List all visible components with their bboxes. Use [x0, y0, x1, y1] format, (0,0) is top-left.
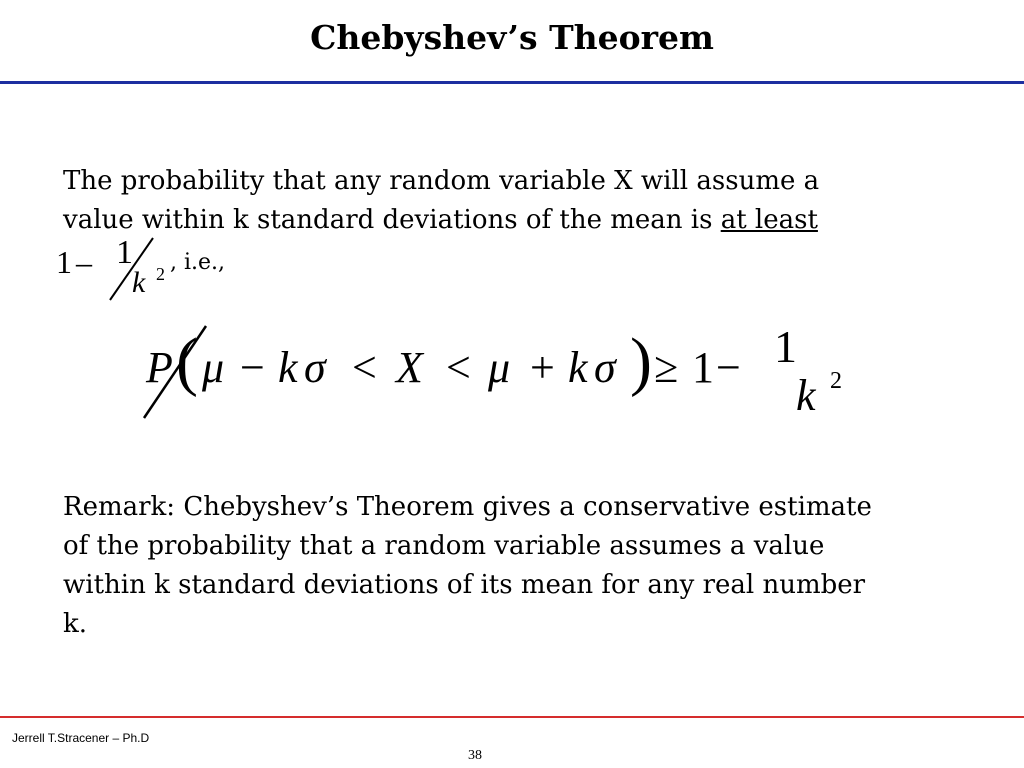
- formula-one: 1: [692, 343, 714, 392]
- inline-one: 1: [56, 244, 72, 280]
- remark-line-3: within k standard deviations of its mean for any real number: [63, 570, 866, 600]
- remark-paragraph: [63, 488, 963, 644]
- inline-numerator: 1: [116, 234, 133, 271]
- intro-line-1: The probability that any random variable X will assume a: [63, 166, 820, 196]
- inline-exponent: 2: [156, 264, 165, 284]
- page-number: 38: [468, 748, 482, 763]
- remark-line-1: Remark: Chebyshev’s Theorem gives a conservative estimate: [63, 492, 872, 522]
- formula-k-1: k: [278, 343, 298, 392]
- intro-line-2-text: value within k standard deviations of the mean is: [63, 205, 721, 235]
- formula-minus-2: −: [716, 343, 741, 392]
- formula-X: X: [396, 343, 423, 392]
- main-formula: [140, 320, 900, 430]
- intro-paragraph: [63, 162, 963, 240]
- inline-formula: [56, 236, 256, 306]
- formula-denominator: k: [796, 371, 816, 420]
- footer-divider: [0, 716, 1024, 718]
- title-divider: [0, 81, 1024, 84]
- formula-close-paren: ): [630, 325, 652, 398]
- formula-sigma-1: σ: [304, 343, 326, 392]
- formula-plus: +: [530, 343, 555, 392]
- slide-title: Chebyshev’s Theorem: [310, 18, 714, 57]
- formula-mu-1: μ: [202, 343, 225, 392]
- formula-sigma-2: σ: [594, 343, 616, 392]
- formula-mu-2: μ: [488, 343, 511, 392]
- inline-minus: –: [76, 244, 92, 280]
- at-least-emphasis: at least: [720, 205, 818, 235]
- formula-less-than-2: <: [446, 343, 471, 392]
- formula-exponent: 2: [830, 368, 842, 394]
- formula-k-2: k: [568, 343, 588, 392]
- remark-line-4: k.: [63, 609, 88, 639]
- inline-ie-text: , i.e.,: [170, 250, 226, 275]
- formula-numerator: 1: [774, 321, 797, 372]
- formula-P: P: [146, 343, 173, 392]
- intro-line-2: [63, 201, 963, 240]
- inline-denominator: k: [132, 266, 146, 299]
- footer-author: Jerrell T.Stracener – Ph.D: [12, 731, 150, 745]
- remark-line-2: of the probability that a random variable assumes a value: [63, 531, 825, 561]
- formula-open-paren: (: [176, 325, 198, 398]
- formula-geq: ≥: [654, 343, 679, 392]
- formula-less-than-1: <: [352, 343, 377, 392]
- formula-minus-1: −: [240, 343, 265, 392]
